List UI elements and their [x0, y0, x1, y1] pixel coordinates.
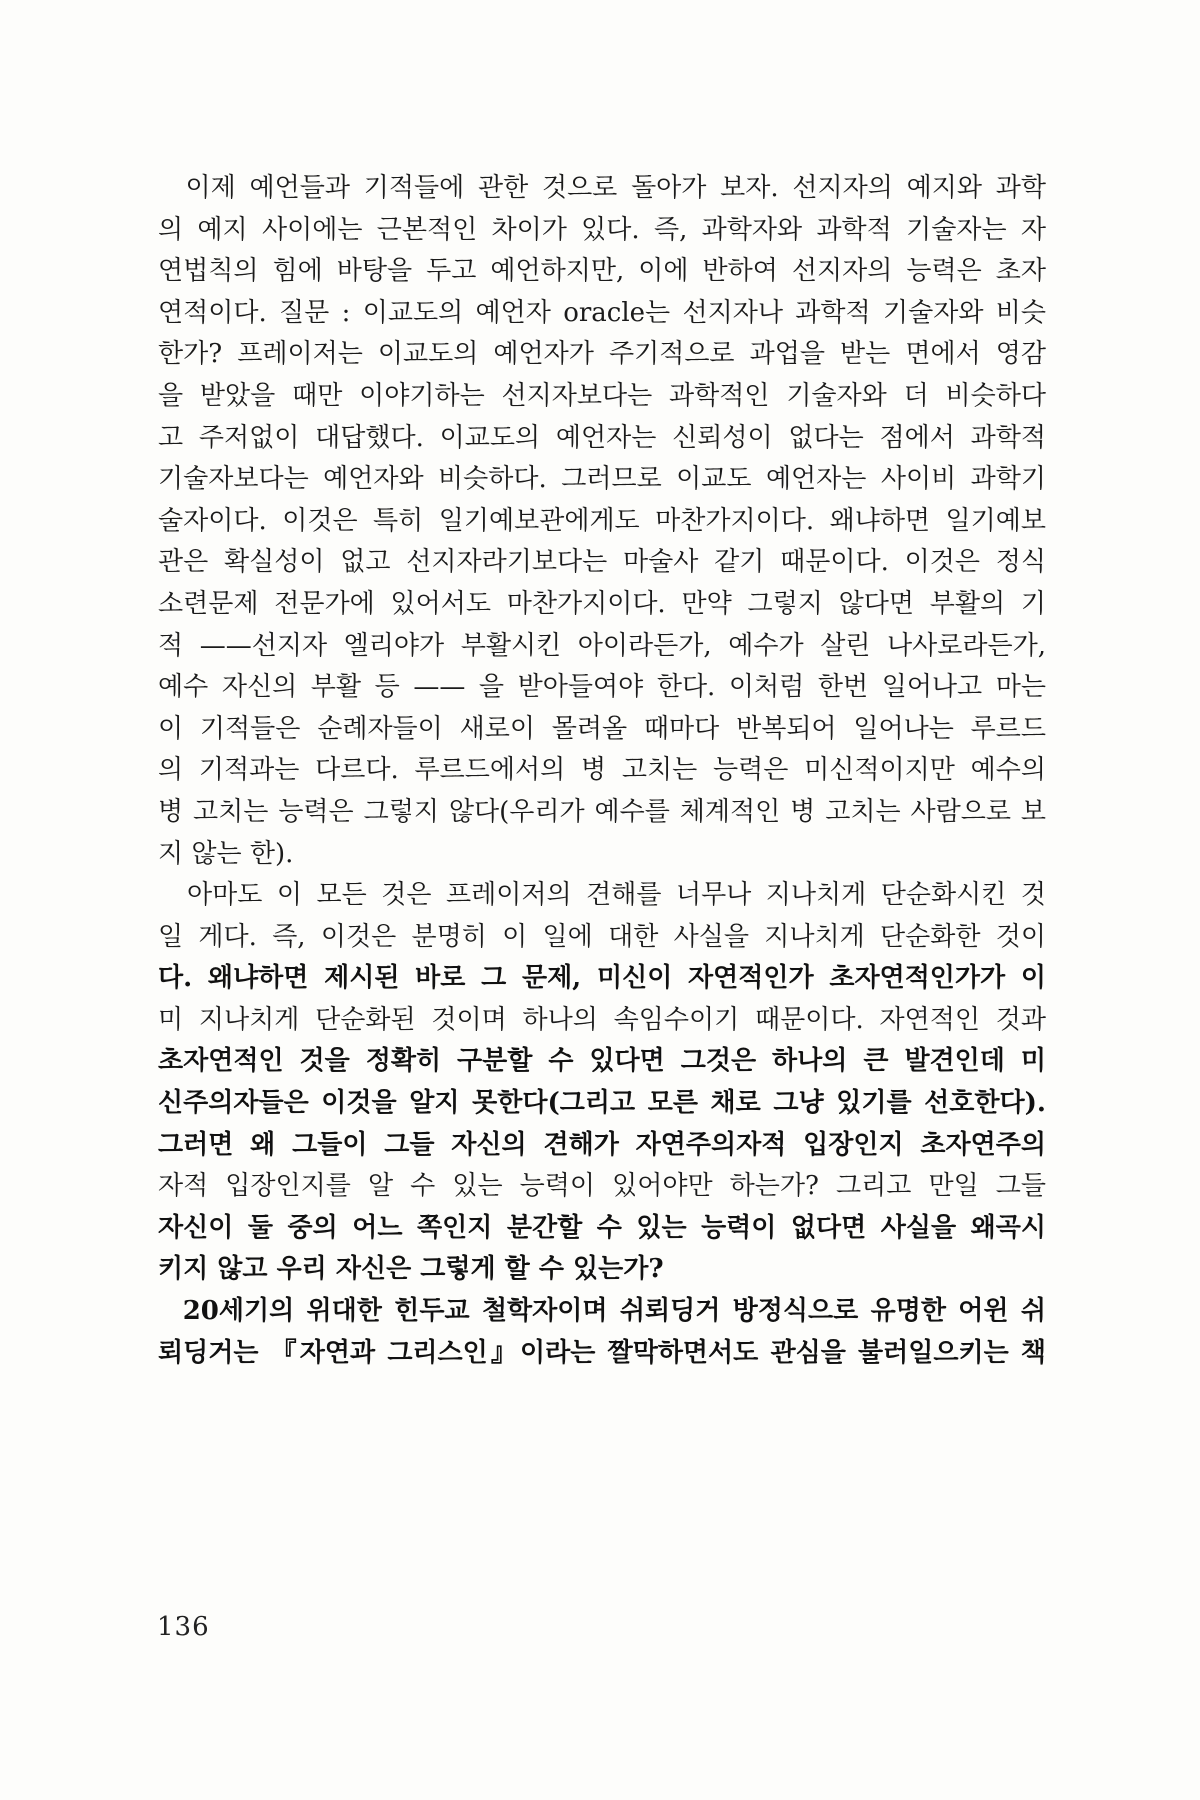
body-text — [158, 168, 1046, 1374]
text-line: 한가? 프레이저는 이교도의 예언자가 주기적으로 과업을 받는 면에서 영감 — [158, 339, 1046, 370]
text-line: 병 고치는 능력은 그렇지 않다(우리가 예수를 체계적인 병 고치는 사람으로 보 — [158, 796, 1046, 827]
text-line: 연법칙의 힘에 바탕을 두고 예언하지만, 이에 반하여 선지자의 능력은 초자 — [158, 256, 1046, 287]
text-line: 을 받았을 때만 이야기하는 선지자보다는 과학적인 기술자와 더 비슷하다 — [158, 380, 1046, 411]
text-line: 키지 않고 우리 자신은 그렇게 할 수 있는가? — [158, 1254, 664, 1285]
text-line: 아마도 이 모든 것은 프레이저의 견해를 너무나 지나치게 단순화시킨 것 — [158, 880, 1046, 911]
text-line: 소련문제 전문가에 있어서도 마찬가지이다. 만약 그렇지 않다면 부활의 기 — [158, 588, 1046, 619]
text-line: 의 예지 사이에는 근본적인 차이가 있다. 즉, 과학자와 과학적 기술자는 자 — [158, 214, 1046, 245]
text-line: 의 기적과는 다르다. 루르드에서의 병 고치는 능력은 미신적이지만 예수의 — [158, 755, 1046, 786]
text-line: 지 않는 한). — [158, 838, 294, 869]
text-line: 자신이 둘 중의 어느 쪽인지 분간할 수 있는 능력이 없다면 사실을 왜곡시 — [158, 1212, 1046, 1243]
text-line: 적 ——선지자 엘리야가 부활시킨 아이라든가, 예수가 살린 나사로라든가, — [158, 630, 1046, 661]
text-line: 관은 확실성이 없고 선지자라기보다는 마술사 같기 때문이다. 이것은 정식 — [158, 547, 1046, 578]
text-line: 그러면 왜 그들이 그들 자신의 견해가 자연주의자적 입장인지 초자연주의 — [158, 1129, 1046, 1160]
text-line: 자적 입장인지를 알 수 있는 능력이 있어야만 하는가? 그리고 만일 그들 — [158, 1171, 1046, 1202]
text-line: 일 게다. 즉, 이것은 분명히 이 일에 대한 사실을 지나치게 단순화한 것이 — [158, 921, 1046, 952]
text-line: 연적이다. 질문 : 이교도의 예언자 oracle는 선지자나 과학적 기술자와 비슷 — [158, 297, 1046, 328]
text-line: 신주의자들은 이것을 알지 못한다(그리고 모른 채로 그냥 있기를 선호한다). — [158, 1088, 1046, 1119]
text-line: 뢰딩거는 『자연과 그리스인』이라는 짤막하면서도 관심을 불러일으키는 책 — [158, 1337, 1046, 1368]
text-line: 기술자보다는 예언자와 비슷하다. 그러므로 이교도 예언자는 사이비 과학기 — [158, 464, 1046, 495]
text-line: 초자연적인 것을 정확히 구분할 수 있다면 그것은 하나의 큰 발견인데 미 — [158, 1046, 1046, 1077]
text-line: 이 기적들은 순례자들이 새로이 몰려올 때마다 반복되어 일어나는 루르드 — [158, 713, 1046, 744]
paragraph — [158, 168, 1046, 875]
text-line: 다. 왜냐하면 제시된 바로 그 문제, 미신이 자연적인가 초자연적인가가 이 — [158, 963, 1046, 994]
text-line: 미 지나치게 단순화된 것이며 하나의 속임수이기 때문이다. 자연적인 것과 — [158, 1004, 1046, 1035]
page-number: 136 — [157, 1612, 210, 1642]
text-line: 술자이다. 이것은 특히 일기예보관에게도 마찬가지이다. 왜냐하면 일기예보 — [158, 505, 1046, 536]
text-line: 20세기의 위대한 힌두교 철학자이며 쉬뢰딩거 방정식으로 유명한 어윈 쉬 — [158, 1296, 1046, 1327]
paragraph — [158, 875, 1046, 1291]
text-line: 예수 자신의 부활 등 —— 을 받아들여야 한다. 이처럼 한번 일어나고 마는 — [158, 672, 1046, 703]
text-line: 고 주저없이 대답했다. 이교도의 예언자는 신뢰성이 없다는 점에서 과학적 — [158, 422, 1046, 453]
text-line: 이제 예언들과 기적들에 관한 것으로 돌아가 보자. 선지자의 예지와 과학 — [158, 173, 1046, 203]
paragraph — [158, 1291, 1046, 1374]
